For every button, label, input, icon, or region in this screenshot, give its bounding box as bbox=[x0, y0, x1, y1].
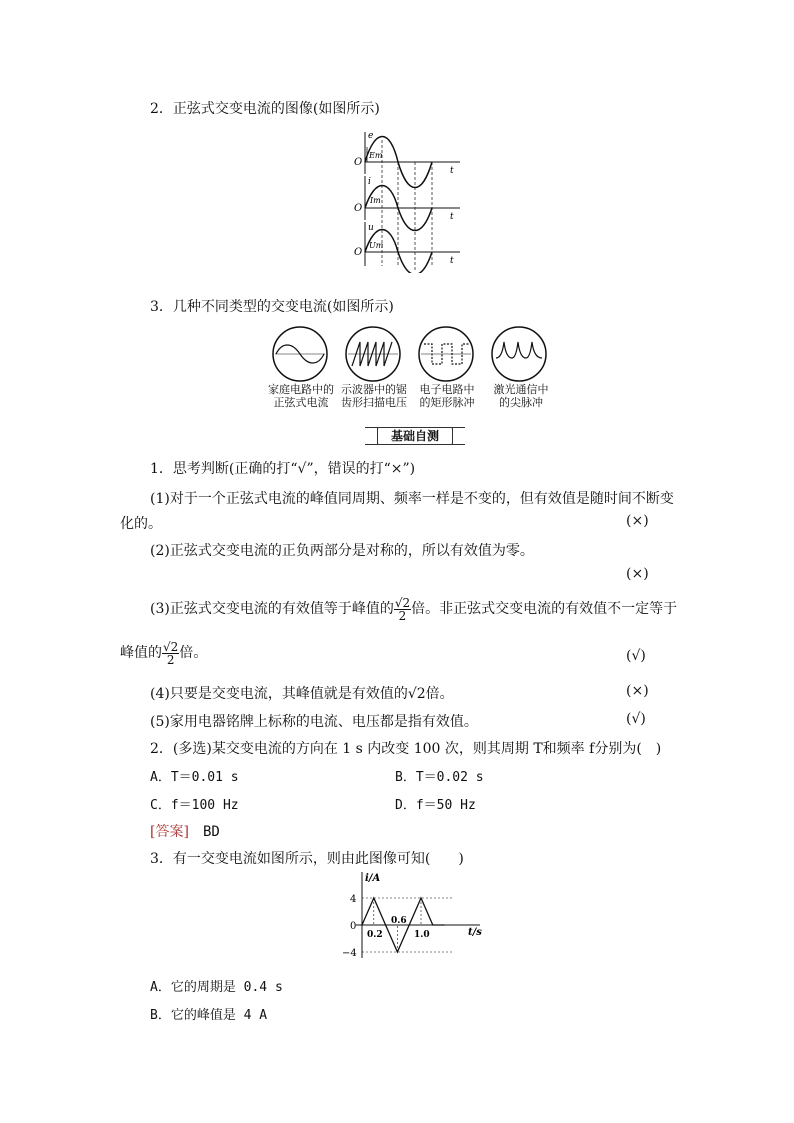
answer-label: [答案] bbox=[150, 824, 189, 840]
q1-item2-mark: (×) bbox=[626, 566, 649, 582]
q1-item3-text-d: 倍。 bbox=[179, 645, 208, 661]
ytick-label: 4 bbox=[350, 894, 357, 905]
badge-label: 基础自测 bbox=[377, 427, 453, 445]
t-label: t bbox=[450, 256, 454, 266]
q1-item5: (5)家用电器铭牌上标称的电流、电压都是指有效值。 bbox=[150, 714, 478, 730]
ytick-label: −4 bbox=[342, 948, 357, 959]
q1-item3-text-c: 峰值的 bbox=[120, 645, 162, 661]
sine-wave-figure bbox=[350, 128, 470, 273]
um-label: Um bbox=[369, 241, 384, 250]
type-caption-4: 激光通信中 的尖脉冲 bbox=[493, 383, 549, 409]
fraction-numerator: √2 bbox=[163, 639, 179, 654]
fraction-denominator: 2 bbox=[398, 608, 407, 623]
t-label: t bbox=[450, 212, 454, 222]
type-caption-2: 示波器中的锯 齿形扫描电压 bbox=[341, 383, 407, 409]
q1-item5-mark: (√) bbox=[626, 711, 646, 727]
fraction-sqrt2-over-2 bbox=[394, 597, 411, 622]
q1-item4 bbox=[150, 683, 454, 703]
spike-circle bbox=[492, 327, 546, 381]
sqrt2: √2 bbox=[407, 686, 426, 702]
origin-label: O bbox=[354, 157, 363, 168]
e-label: e bbox=[368, 131, 374, 141]
section-badge bbox=[365, 427, 465, 445]
im-label: Im bbox=[370, 196, 381, 205]
sine-circle bbox=[273, 327, 327, 381]
q2-title: 2．(多选)某交变电流的方向在 1 s 内改变 100 次，则其周期 T和频率 f分别为( ) bbox=[150, 741, 662, 757]
fraction-sqrt2-over-2 bbox=[162, 641, 179, 666]
q2-answer bbox=[150, 821, 220, 841]
sawtooth-circle bbox=[346, 327, 400, 381]
q1-title: 1．思考判断(正确的打“√”，错误的打“×”) bbox=[150, 461, 416, 477]
answer-value: BD bbox=[202, 824, 220, 840]
u-label: u bbox=[368, 223, 374, 233]
fraction-denominator: 2 bbox=[166, 652, 175, 667]
q2-option-d: D．f＝50 Hz bbox=[395, 798, 476, 813]
q2-option-a: A．T＝0.01 s bbox=[150, 770, 239, 785]
origin-label: O bbox=[354, 203, 363, 214]
q2-option-c: C．f＝100 Hz bbox=[150, 798, 239, 813]
section2-title: 2．正弦式交变电流的图像(如图所示) bbox=[150, 101, 380, 117]
q1-item4-mark: (×) bbox=[626, 683, 649, 699]
waveform-circles bbox=[270, 324, 560, 386]
q1-item3-text-b: 倍。非正弦式交变电流的有效值不一定等于 bbox=[411, 601, 678, 617]
ytick-label: 0 bbox=[350, 921, 357, 932]
q3-option-b: B．它的峰值是 4 A bbox=[150, 1008, 268, 1023]
section3-title: 3．几种不同类型的交变电流(如图所示) bbox=[150, 299, 394, 315]
triangle-wave-chart bbox=[330, 868, 490, 963]
q1-item3-text-a: (3)正弦式交变电流的有效值等于峰值的 bbox=[150, 601, 394, 617]
fraction-numerator: √2 bbox=[394, 595, 411, 610]
x-axis-label: t/s bbox=[468, 927, 482, 938]
q1-item3-line2 bbox=[120, 636, 207, 670]
q1-item4-text-b: 倍。 bbox=[425, 686, 454, 702]
type-caption-1: 家庭电路中的 正弦式电流 bbox=[268, 383, 334, 409]
u-curve bbox=[365, 230, 432, 274]
q3-option-a: A．它的周期是 0.4 s bbox=[150, 980, 283, 995]
y-axis-label: i/A bbox=[365, 873, 381, 884]
origin-label: O bbox=[354, 247, 363, 258]
t-label: t bbox=[450, 166, 454, 176]
q2-option-b: B．T＝0.02 s bbox=[395, 770, 484, 785]
q1-item2: (2)正弦式交变电流的正负两部分是对称的，所以有效值为零。 bbox=[150, 543, 534, 559]
xtick-label: 1.0 bbox=[414, 930, 430, 940]
i-label: i bbox=[368, 177, 371, 187]
q1-item3-mark: (√) bbox=[626, 648, 646, 664]
q1-item1-line2: 化的。 bbox=[120, 516, 162, 532]
q3-title: 3．有一交变电流如图所示，则由此图像可知( ) bbox=[150, 851, 464, 867]
q1-item4-text-a: (4)只要是交变电流，其峰值就是有效值的 bbox=[150, 686, 408, 702]
q1-item3-line1 bbox=[150, 592, 677, 626]
xtick-label: 0.2 bbox=[367, 930, 383, 940]
type-caption-3: 电子电路中 的矩形脉冲 bbox=[419, 383, 475, 409]
xtick-label: 0.6 bbox=[391, 916, 407, 926]
q1-item1-mark: (×) bbox=[626, 513, 649, 529]
em-label: Em bbox=[369, 151, 383, 160]
square-circle bbox=[419, 327, 473, 381]
q1-item1-line1: (1)对于一个正弦式电流的峰值同周期、频率一样是不变的，但有效值是随时间不断变 bbox=[150, 491, 674, 507]
